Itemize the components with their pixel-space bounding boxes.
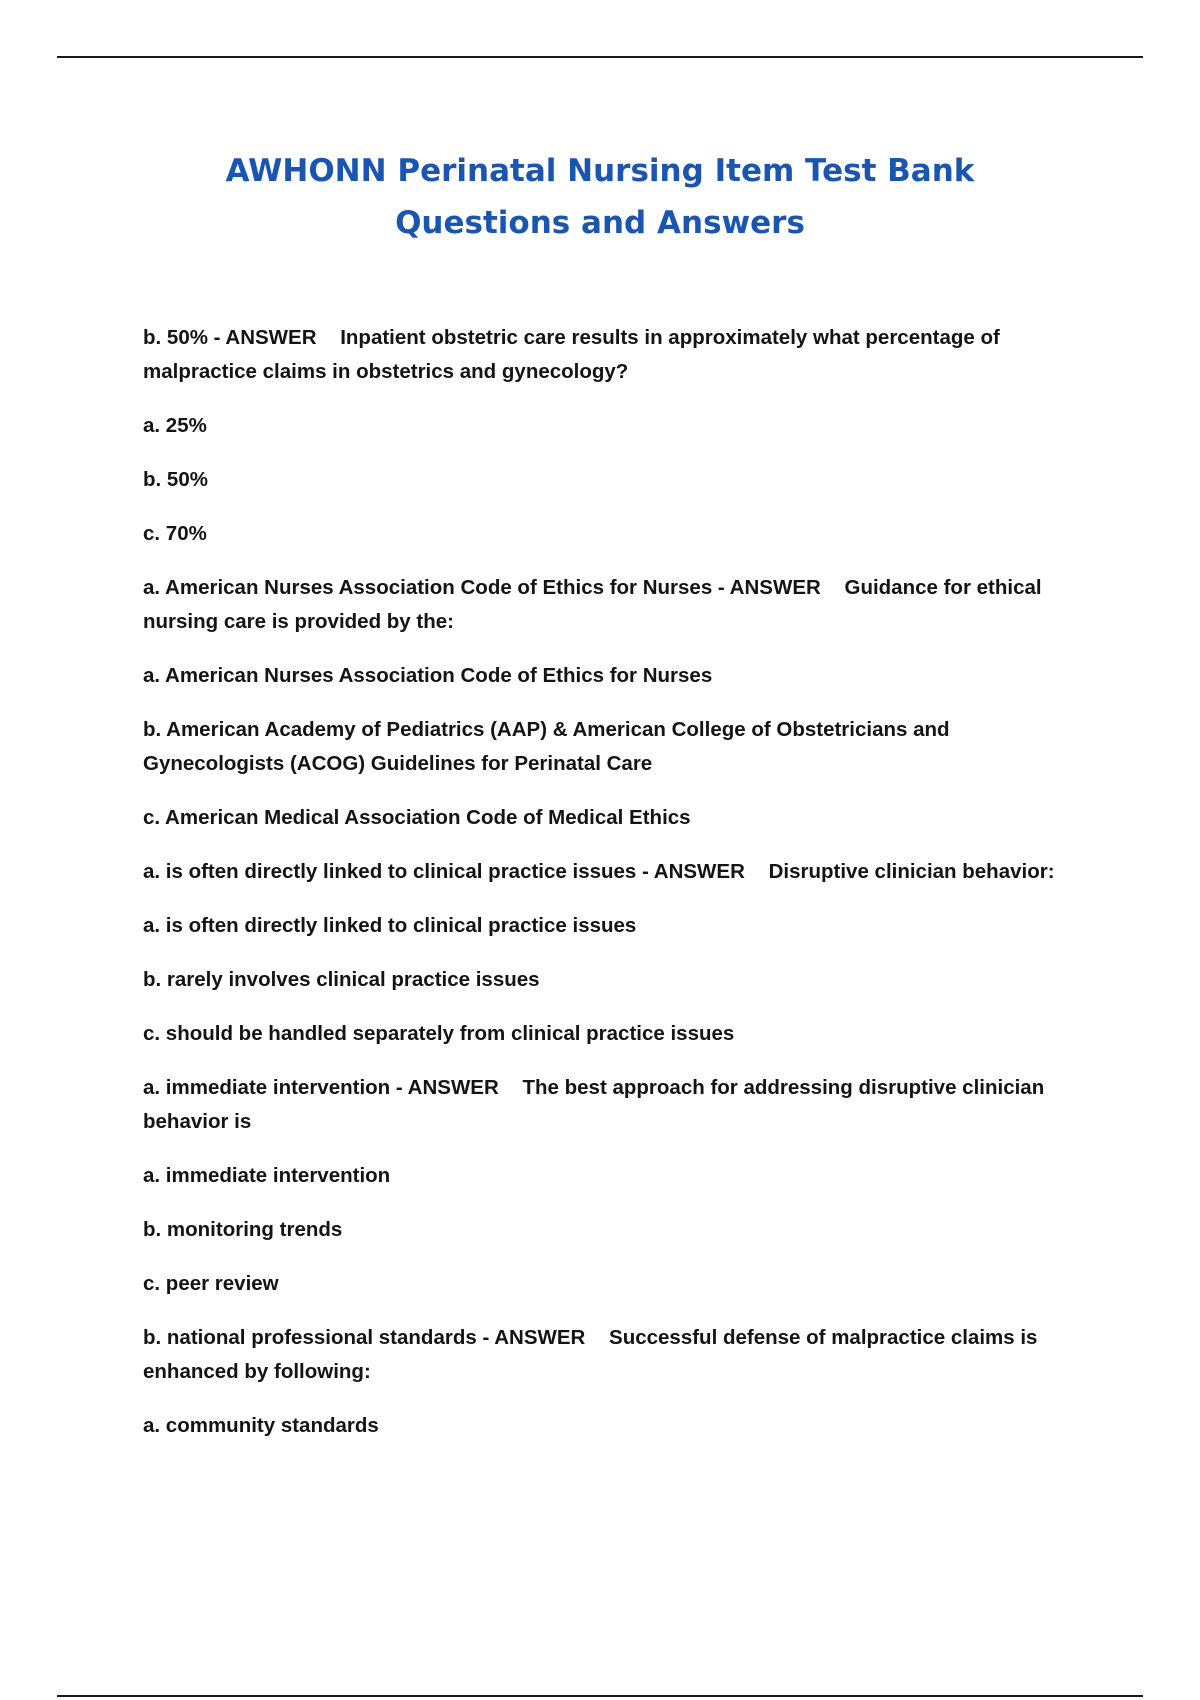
qa-answer-line [143, 1071, 1083, 1139]
bottom-rule [57, 1695, 1143, 1697]
question-text: Disruptive clinician behavior: [768, 860, 1055, 883]
answer-text: b. 50% - ANSWER [143, 326, 317, 349]
option-line: c. American Medical Association Code of Medical Ethics [143, 806, 691, 829]
qa-answer-line [143, 321, 1083, 389]
option-line: c. peer review [143, 1272, 279, 1295]
option-line: a. community standards [143, 1414, 379, 1437]
option-line: a. American Nurses Association Code of Ethics for Nurses [143, 664, 713, 687]
qa-content [143, 321, 1083, 1463]
answer-text: a. American Nurses Association Code of Ethics for Nurses - ANSWER [143, 576, 821, 599]
question-text: Successful defense of malpractice claims is enhanced by following: [143, 1326, 1038, 1383]
option-line: a. 25% [143, 414, 207, 437]
answer-text: a. is often directly linked to clinical practice issues - ANSWER [143, 860, 745, 883]
option-line: a. immediate intervention [143, 1164, 391, 1187]
option-line: b. 50% [143, 468, 208, 491]
option-line: b. rarely involves clinical practice issues [143, 968, 540, 991]
question-text: The best approach for addressing disruptive clinician behavior is [143, 1076, 1045, 1133]
question-text: Guidance for ethical nursing care is provided by the: [143, 576, 1042, 633]
answer-text: b. national professional standards - ANSWER [143, 1326, 586, 1349]
title-line-1: AWHONN Perinatal Nursing Item Test Bank [225, 153, 975, 189]
qa-answer-line [143, 1321, 1083, 1389]
option-line: b. monitoring trends [143, 1218, 343, 1241]
option-line: b. American Academy of Pediatrics (AAP) & American College of Obstetricians and Gynecologists (ACOG) Guidelines for Perinatal Care [143, 718, 950, 775]
option-line: c. should be handled separately from clinical practice issues [143, 1022, 735, 1045]
qa-answer-line [143, 855, 1083, 889]
document-title [0, 145, 1200, 249]
answer-text: a. immediate intervention - ANSWER [143, 1076, 499, 1099]
title-line-2: Questions and Answers [395, 205, 805, 241]
qa-answer-line [143, 571, 1083, 639]
option-line: c. 70% [143, 522, 207, 545]
top-rule [57, 56, 1143, 58]
option-line: a. is often directly linked to clinical practice issues [143, 914, 637, 937]
question-text: Inpatient obstetric care results in approximately what percentage of malpractice claims in obstetrics and gynecology? [143, 326, 1000, 383]
